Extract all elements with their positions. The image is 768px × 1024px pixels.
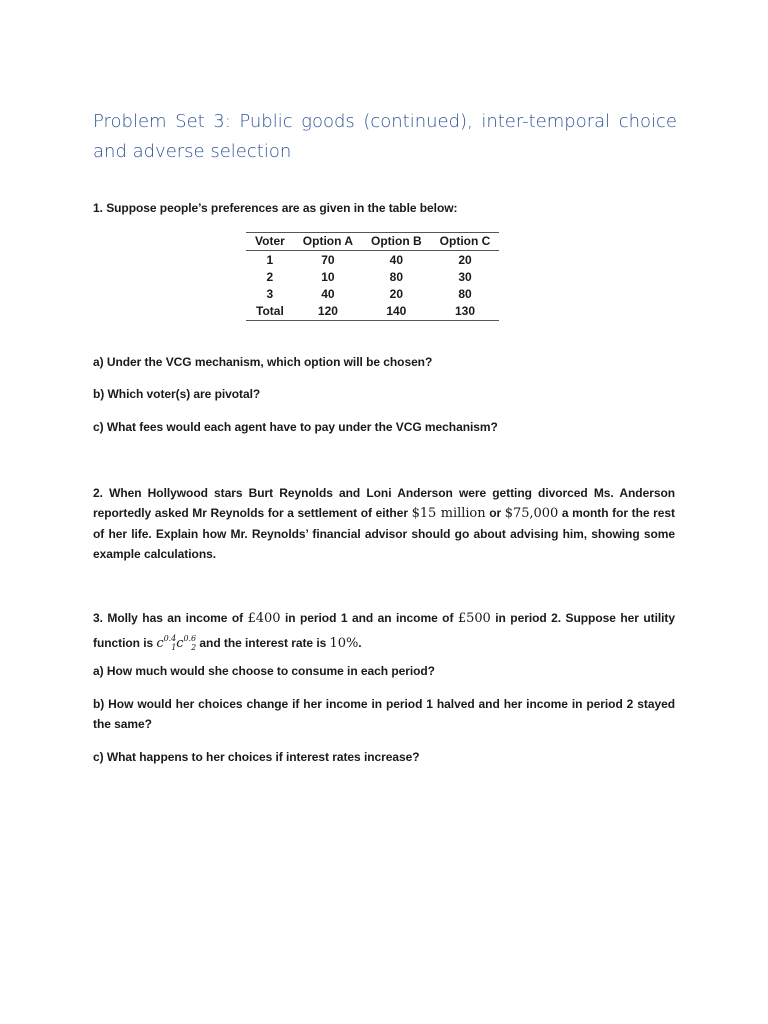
settlement-monthly: $75,000 — [504, 506, 559, 521]
table-cell: 30 — [458, 270, 472, 284]
table-cell: 140 — [362, 303, 431, 321]
table-cell: 1 — [266, 253, 274, 267]
income-period-2: £500 — [457, 611, 491, 626]
table-cell: Total — [246, 303, 294, 321]
column-header: Voter — [246, 233, 294, 251]
question-3c: c) What happens to her choices if interest rates increase? — [93, 750, 420, 764]
question-3a: a) How much would she choose to consume in each period? — [93, 664, 435, 678]
question-3-text: and the interest rate is — [196, 636, 330, 650]
question-2-text: a month for the rest of her life. Explain how Mr. Reynolds’ financial advisor should go about advising him, showing some example calculations. — [93, 506, 675, 561]
settlement-lump-sum: $15 million — [411, 506, 486, 521]
question-1b: b) Which voter(s) are pivotal? — [93, 387, 261, 401]
question-3-text: . — [358, 636, 362, 650]
preferences-table — [246, 232, 499, 321]
table-row — [246, 269, 499, 286]
table-cell: 80 — [389, 270, 404, 284]
table-cell: 120 — [294, 303, 362, 321]
question-1-prompt: 1. Suppose people’s preferences are as given in the table below: — [93, 201, 458, 215]
table-row — [246, 286, 499, 303]
table-cell: 20 — [389, 287, 404, 301]
column-header: Option B — [362, 233, 431, 251]
table-cell: 40 — [321, 287, 335, 301]
table-cell: 40 — [389, 253, 404, 267]
column-header: Option A — [294, 233, 362, 251]
question-1c: c) What fees would each agent have to pay under the VCG mechanism? — [93, 420, 498, 434]
question-2 — [93, 483, 675, 564]
table-cell: 70 — [321, 253, 335, 267]
question-3 — [93, 608, 675, 658]
question-1a: a) Under the VCG mechanism, which option will be chosen? — [93, 355, 433, 369]
question-3-text: in period 1 and an income of — [280, 611, 458, 625]
column-header: Option C — [431, 233, 500, 251]
table-header-row — [246, 233, 499, 251]
income-period-1: £400 — [247, 611, 281, 626]
table-cell: 3 — [266, 287, 274, 301]
question-2-text: or — [485, 506, 505, 520]
utility-function: $c^{0.4}_1c^{0.6}_2$ — [156, 634, 197, 652]
question-2-text: 2. When Hollywood stars Burt Reynolds and Loni Anderson were getting divorced Ms. Anderson reportedly asked Mr Reynolds for a settlement of either — [93, 486, 675, 520]
table-cell: 130 — [431, 303, 500, 321]
table-total-row — [246, 303, 499, 321]
interest-rate: 10% — [329, 636, 359, 651]
table-cell: 20 — [458, 253, 472, 267]
question-3-text: 3. Molly has an income of — [93, 611, 248, 625]
table-cell: 80 — [458, 287, 472, 301]
table-cell: 2 — [266, 270, 274, 284]
document-title: Problem Set 3: Public goods (continued), inter-temporal choice and adverse selection — [93, 111, 677, 162]
question-3b: b) How would her choices change if her income in period 1 halved and her income in period 2 stayed the same? — [93, 697, 675, 731]
question-3-text: in period 2. Suppose her utility function is — [93, 611, 675, 650]
table-row — [246, 251, 499, 270]
table-cell: 10 — [321, 270, 335, 284]
